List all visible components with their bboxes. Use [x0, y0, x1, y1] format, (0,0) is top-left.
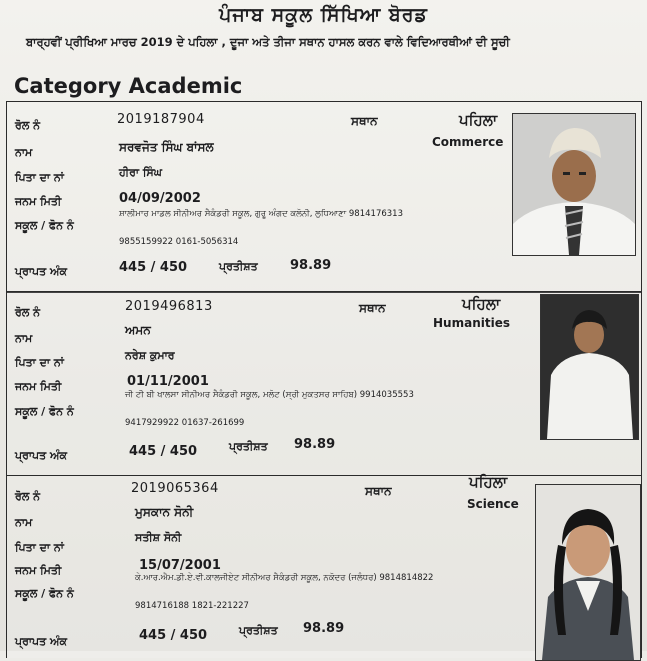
student-name: ਅਮਨ [125, 323, 151, 337]
student-name: ਸਰਵਜੋਤ ਸਿੰਘ ਬਾਂਸਲ [119, 140, 214, 154]
father-label: ਪਿਤਾ ਦਾ ਨਾਂ [15, 541, 64, 554]
category-heading: Category Academic [14, 74, 243, 98]
school-label: ਸਕੂਲ / ਫੋਨ ਨੰ [15, 219, 74, 232]
phone-value: 9814716188 1821-221227 [135, 601, 249, 611]
father-name: ਸਤੀਸ਼ ਸੋਨੀ [135, 531, 182, 544]
dob-label: ਜਨਮ ਮਿਤੀ [15, 380, 62, 393]
student-card-1 [6, 101, 642, 293]
roll-number: 2019065364 [131, 481, 219, 496]
percent-label: ਪ੍ਰਤੀਸ਼ਤ [239, 624, 278, 637]
name-label: ਨਾਮ [15, 332, 33, 345]
stream-label: Commerce [432, 135, 504, 149]
name-label: ਨਾਮ [15, 146, 33, 159]
school-value: ਸ਼ਾਲੀਮਾਰ ਮਾਡਲ ਸੀਨੀਅਰ ਸੈਕੰਡਰੀ ਸਕੂਲ, ਗੁਰੂ ਅੰਗਦ ਕਲੋਨੀ, ਲੁਧਿਆਣਾ 9814176313 [119, 209, 403, 219]
dob-value: 01/11/2001 [127, 374, 209, 389]
dob-label: ਜਨਮ ਮਿਤੀ [15, 195, 62, 208]
school-label: ਸਕੂਲ / ਫੋਨ ਨੰ [15, 405, 74, 418]
percent-value: 98.89 [290, 258, 332, 273]
school-label: ਸਕੂਲ / ਫੋਨ ਨੰ [15, 587, 74, 600]
student-card-2 [6, 291, 642, 476]
marks-value: 445 / 450 [119, 260, 188, 275]
student-photo [540, 294, 639, 440]
student-name: ਮੁਸਕਾਨ ਸੋਨੀ [135, 505, 194, 519]
position-value: ਪਹਿਲਾ [459, 111, 498, 129]
school-value: ਕੇ.ਆਰ.ਐਮ.ਡੀ.ਏ.ਵੀ.ਕਾਲਜੀਏਟ ਸੀਨੀਅਰ ਸੈਕੰਡਰੀ ਸਕੂਲ, ਨਕੋਦਰ (ਜਲੰਧਰ) 9814814822 [135, 573, 434, 583]
name-label: ਨਾਮ [15, 516, 33, 529]
dob-value: 15/07/2001 [139, 558, 221, 573]
phone-value: 9855159922 0161-5056314 [119, 237, 239, 247]
list-subtitle: ਬਾਰ੍ਹਵੀਂ ਪ੍ਰੀਖਿਆ ਮਾਰਚ 2019 ਦੇ ਪਹਿਲਾ , ਦੂਜਾ ਅਤੇ ਤੀਜਾ ਸਥਾਨ ਹਾਸਲ ਕਰਨ ਵਾਲੇ ਵਿਦਿਆਰਥੀਆਂ ਦੀ ਸੂਚੀ [26, 35, 510, 49]
marks-value: 445 / 450 [139, 628, 208, 643]
position-label: ਸਥਾਨ [351, 114, 378, 128]
board-title: ਪੰਜਾਬ ਸਕੂਲ ਸਿੱਖਿਆ ਬੋਰਡ [219, 4, 428, 26]
marks-label: ਪ੍ਰਾਪਤ ਅੰਕ [15, 635, 67, 648]
father-name: ਨਰੇਸ਼ ਕੁਮਾਰ [125, 349, 175, 362]
phone-value: 9417929922 01637-261699 [125, 418, 245, 428]
marks-label: ਪ੍ਰਾਪਤ ਅੰਕ [15, 449, 67, 462]
stream-label: Science [467, 497, 519, 511]
position-label: ਸਥਾਨ [365, 484, 392, 498]
percent-label: ਪ੍ਰਤੀਸ਼ਤ [229, 440, 268, 453]
marks-label: ਪ੍ਰਾਪਤ ਅੰਕ [15, 265, 67, 278]
student-photo [535, 484, 641, 661]
school-value: ਜੀ ਟੀ ਬੀ ਖਾਲਸਾ ਸੀਨੀਅਰ ਸੈਕੰਡਰੀ ਸਕੂਲ, ਮਲੋਟ (ਸ੍ਰੀ ਮੁਕਤਸਰ ਸਾਹਿਬ) 9914035553 [125, 390, 414, 400]
percent-value: 98.89 [303, 621, 345, 636]
position-label: ਸਥਾਨ [359, 301, 386, 315]
roll-label: ਰੋਲ ਨੰ [15, 306, 40, 319]
marks-value: 445 / 450 [129, 444, 198, 459]
position-value: ਪਹਿਲਾ [469, 473, 508, 491]
percent-label: ਪ੍ਰਤੀਸ਼ਤ [219, 260, 258, 273]
father-name: ਹੀਰਾ ਸਿੰਘ [119, 166, 162, 179]
student-card-3 [6, 475, 642, 658]
roll-label: ਰੋਲ ਨੰ [15, 119, 40, 132]
student-photo [512, 113, 636, 256]
roll-number: 2019187904 [117, 112, 205, 127]
father-label: ਪਿਤਾ ਦਾ ਨਾਂ [15, 356, 64, 369]
dob-label: ਜਨਮ ਮਿਤੀ [15, 564, 62, 577]
roll-label: ਰੋਲ ਨੰ [15, 490, 40, 503]
dob-value: 04/09/2002 [119, 191, 201, 206]
position-value: ਪਹਿਲਾ [462, 295, 501, 313]
father-label: ਪਿਤਾ ਦਾ ਨਾਂ [15, 171, 64, 184]
percent-value: 98.89 [294, 437, 336, 452]
stream-label: Humanities [433, 316, 510, 330]
roll-number: 2019496813 [125, 299, 213, 314]
